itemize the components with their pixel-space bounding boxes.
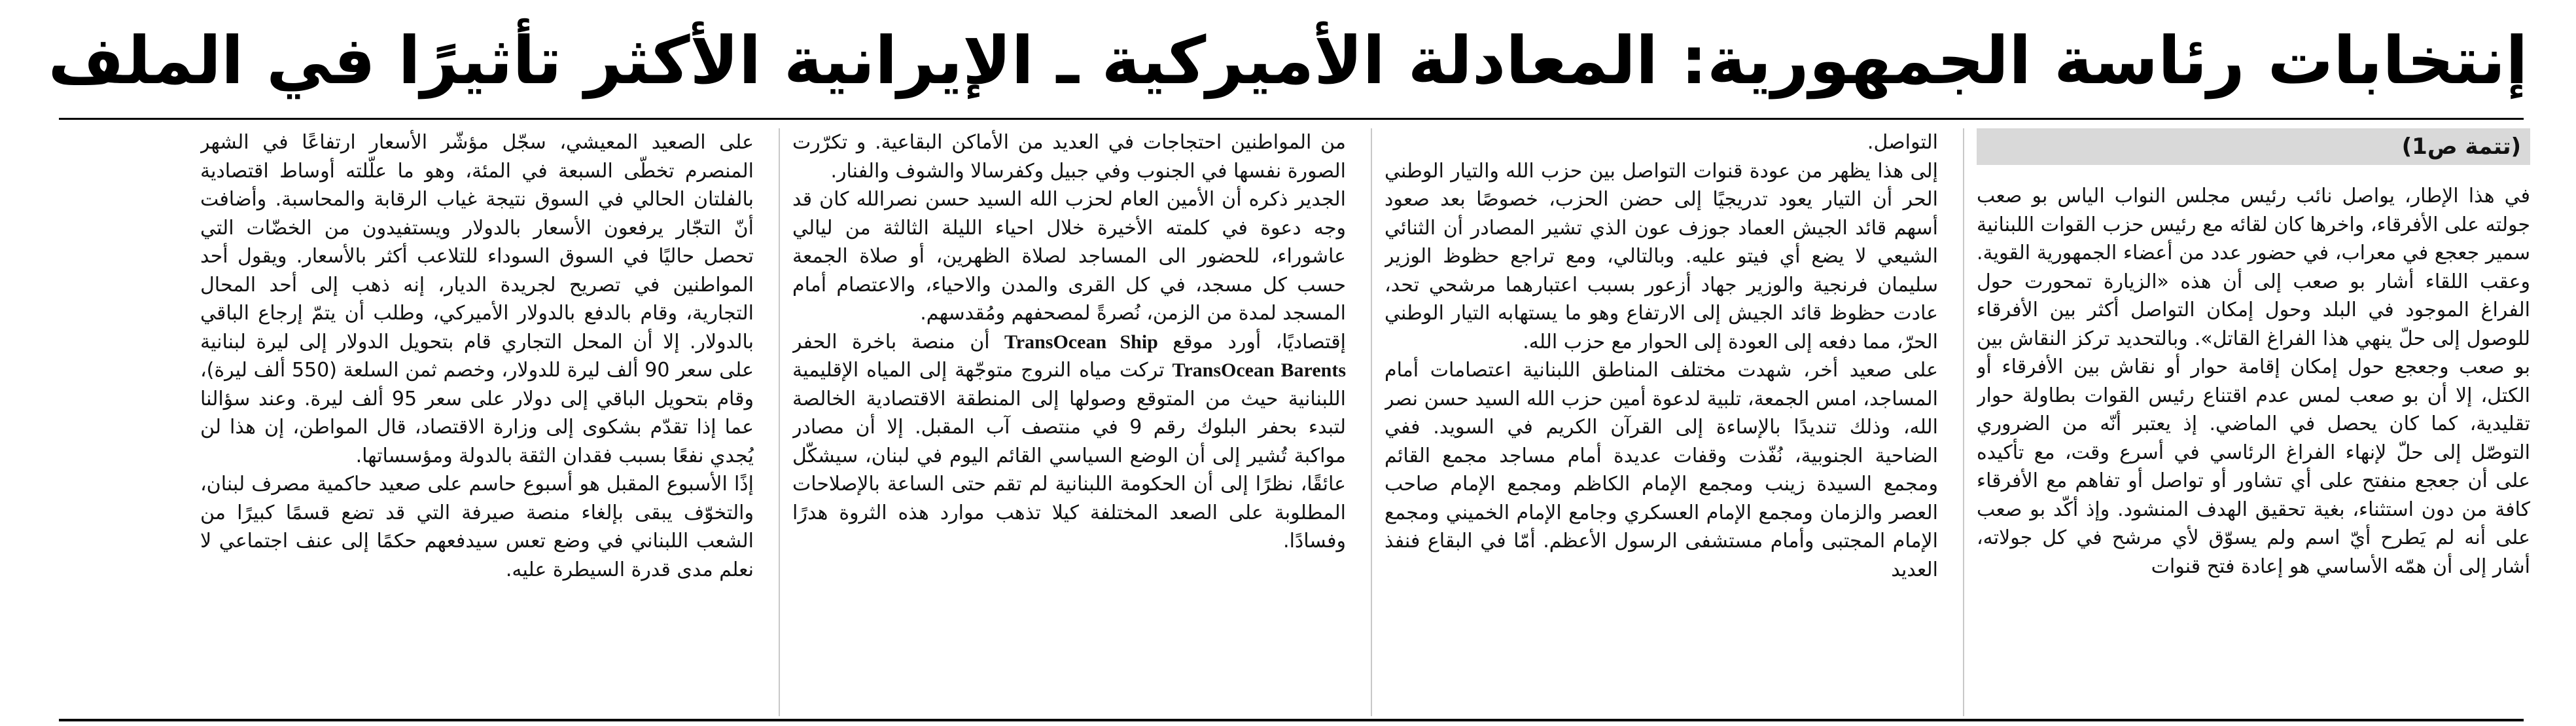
column-divider (1963, 128, 1964, 716)
bottom-rule (59, 719, 2524, 721)
paragraph (792, 328, 1346, 556)
article-column-4 (200, 128, 754, 716)
headline: إنتخابات رئاسة الجمهورية: المعادلة الأميركية ـ الإيرانية الأكثر تأثيرًا في الملف (48, 22, 2528, 99)
paragraph: على الصعيد المعيشي، سجّل مؤشّر الأسعار ارتفاعًا في الشهر المنصرم تخطّى السبعة في المئة، وهو ما علّلته أوساط اقتصادية بالفلتان الحالي في السوق نتيجة غياب الرقابة والمحاسبة. وأضافت أنّ التجّار يرفعون الأسعار بالدولار ويستفيدون من الخضّات التي تحصل حاليًا في السوق السوداء للتلاعب أكثر بالأسعار. ويقول أحد المواطنين في تصريح لجريدة الديار، إنه ذهب إلى أحد المحال التجارية، وقام بالدفع بالدولار الأميركي، وطلب أن يتمّ إرجاع الباقي بالدولار. إلا أن المحل التجاري قام بتحويل الدولار إلى ليرة لبنانية على سعر 90 ألف ليرة للدولار، وخصم ثمن السلعة (550 ألف ليرة)، وقام بتحويل الباقي إلى دولار على سعر 95 ألف ليرة. وعند سؤالنا عما إذا تقدّم بشكوى إلى وزارة الاقتصاد، قال المواطن، إن هذا لن يُجدي نفعًا بسبب فقدان الثقة بالدولة ومؤسساتها. (200, 131, 754, 467)
site-name: TransOcean Ship (1004, 331, 1158, 353)
text-run: إقتصاديًا، أورد موقع (1173, 330, 1346, 354)
article-column-1 (1977, 128, 2530, 716)
text-run: تركت مياه النروج متوجّهة إلى المياه الإقليمية اللبنانية حيث من المتوقع وصولها إلى المنطقة الاقتصادية الخالصة لتبدء بحفر البلوك رقم 9 في منتصف آب المقبل. إلا أن مصادر مواكبة تُشير إلى أن الوضع السياسي القائم اليوم في لبنان، سيشكّل عائقًا، نظرًا إلى أن الحكومة اللبنانية لم تقم حتى الساعة بالإصلاحات المطلوبة على الصعد المختلفة كيلا تذهب موارد هذه الثروة هدرًا وفسادًا. (792, 359, 1346, 553)
text-run: أن منصة باخرة الحفر (792, 330, 990, 354)
paragraph: على صعيد أخر، شهدت مختلف المناطق اللبنانية اعتصامات أمام المساجد، امس الجمعة، تلبية لدعوة أمين حزب الله السيد حسن نصر الله، وذلك تنديدًا بالإساءة إلى القرآن الكريم في السويد. ففي الضاحية الجنوبية، نُفّذت وقفات عديدة أمام مساجد مجمع القائم ومجمع السيدة زينب ومجمع الإمام الكاظم ومجمع الإمام صاحب العصر والزمان ومجمع الإمام العسكري وجامع الإمام الخميني ومجمع الإمام المجتبى وأمام مستشفى الرسول الأعظم. أمّا في البقاع فنفذ العديد (1385, 359, 1938, 581)
paragraph: إلى هذا يظهر من عودة قنوات التواصل بين حزب الله والتيار الوطني الحر أن التيار يعود تدريجيًا إلى حضن الحزب، خصوصًا بعد صعود أسهم قائد الجيش العماد جوزف عون الذي تشير المصادر أن الثنائي الشيعي لا يضع أي فيتو عليه. وبالتالي، ومع تراجع حظوظ الوزير سليمان فرنجية والوزير جهاد أزعور بسبب اعتبارهما مرشحي تحد، عادت حظوظ قائد الجيش إلى الارتفاع وهو ما يستهابه التيار الوطني الحرّ، مما دفعه إلى العودة إلى الحوار مع حزب الله. (1385, 159, 1938, 354)
column-divider (1371, 128, 1372, 716)
article-column-2 (1385, 128, 1938, 716)
continued-label: (تتمة ص1) (1977, 128, 2530, 165)
column-divider (779, 128, 780, 716)
rig-name: TransOcean Barents (1172, 359, 1346, 381)
paragraph: التواصل. (1867, 131, 1938, 154)
paragraph: الجدير ذكره أن الأمين العام لحزب الله السيد حسن نصرالله كان قد وجه دعوة في كلمته الأخيرة خلال احياء الليلة الثالثة من ليالي عاشوراء، للحضور الى المساجد لصلاة الظهرين، أو صلاة الجمعة حسب كل مسجد، في كل القرى والمدن والاحياء، والاعتصام أمام المسجد لمدة من الزمن، نُصرةً لمصحفهم ومُقدسهم. (792, 188, 1346, 325)
paragraph: إذًا الأسبوع المقبل هو أسبوع حاسم على صعيد حاكمية مصرف لبنان، والتخوّف يبقى بإلغاء منصة صيرفة التي قد تضع قسمًا كبيرًا من الشعب اللبناني في وضع تعس سيدفعهم حكمًا إلى عنف اجتماعي لا نعلم مدى قدرة السيطرة عليه. (200, 473, 754, 581)
top-rule (59, 118, 2524, 120)
paragraph: في هذا الإطار، يواصل نائب رئيس مجلس النواب الياس بو صعب جولته على الأفرقاء، واخرها كان لقائه مع رئيس حزب القوات اللبنانية سمير جعجع في معراب، في حضور عدد من أعضاء الجمهورية القوية. وعقب اللقاء أشار بو صعب إلى أن هذه «الزيارة تمحورت حول الفراغ الموجود في البلد وحول إمكان التواصل أكثر بين الأفرقاء للوصول إلى حلّ ينهي هذا الفراغ القاتل». وبالتحديد تركز النقاش بين بو صعب وجعجع حول إمكان إقامة حوار أو نقاش بين الأفرقاء أو الكتل، إلا أن بو صعب لمس عدم اقتناع رئيس القوات بطاولة حوار تقليدية، كما كان يحصل في الماضي. إذ يعتبر أنّه من الضروري التوصّل إلى حلّ لإنهاء الفراغ الرئاسي في أسرع وقت، مع تأكيده على أن جعجع منفتح على أي تشاور أو تواصل أو تفاهم مع الأفرقاء كافة من دون استثناء، بغية تحقيق الهدف المنشود. وإذ أكّد بو صعب على أنه لم يَطرح أيّ اسم ولم يسوّق لأي مرشح في كل جولاته، أشار إلى أن همّه الأساسي هو إعادة فتح قنوات (1977, 185, 2530, 578)
paragraph: من المواطنين احتجاجات في العديد من الأماكن البقاعية. و تكرّرت الصورة نفسها في الجنوب وفي جبيل وكفرسالا والشوف والفنار. (792, 131, 1346, 183)
article-column-3 (792, 128, 1346, 716)
